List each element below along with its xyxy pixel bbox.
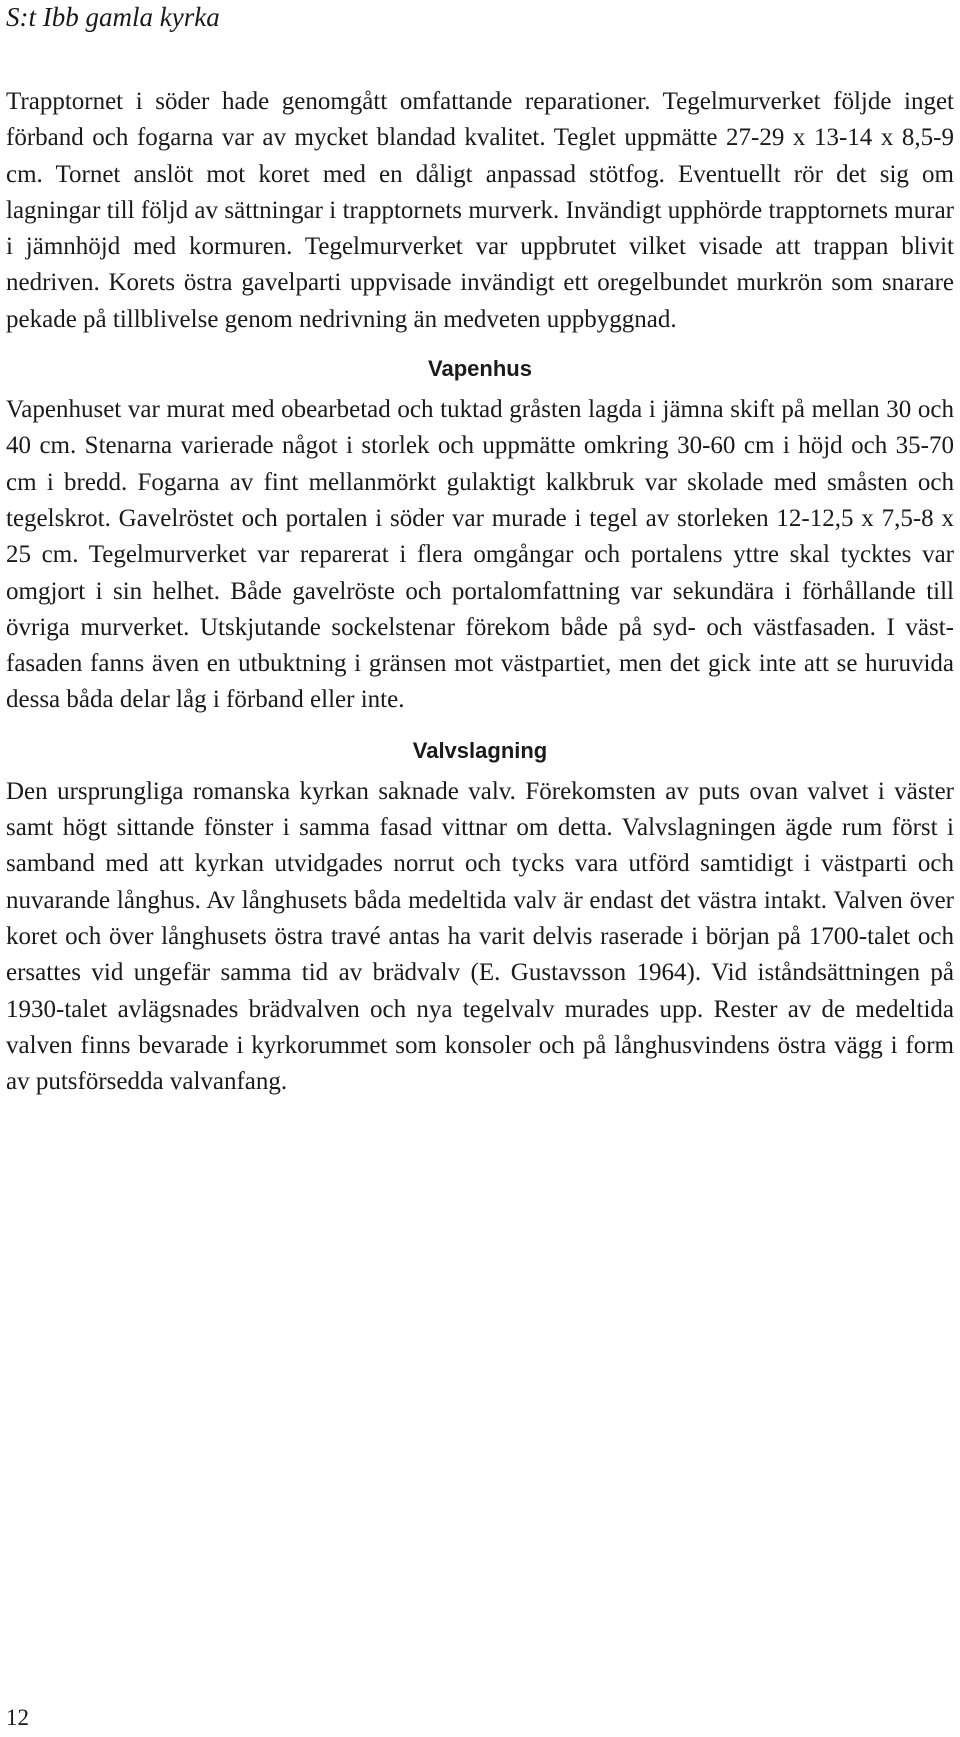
document-body [6, 84, 954, 1100]
section-heading-vapenhus: Vapenhus [428, 356, 532, 382]
paragraph-vapenhus: Vapenhuset var murat med obearbetad och tuktad gråsten lagda i jämna skift på mellan 30 och 40 cm. Stenarna varierade något i storlek och uppmätte omkring 30-60 cm i höjd och 35-70 cm i bredd. Fogarna av fint mellanmörkt gulaktigt kalkbruk var skolade med småsten och tegelskrot. Gavelröstet och portalen i söder var murade i tegel av storleken 12-12,5 x 7,5-8 x 25 cm. Tegelmurverket var reparerat i flera omgångar och portalens yttre skal tycktes var omgjort i sin helhet. Både gavelröste och portalomfattning var sekundära i förhållande till övriga murverket. Utskjutande sockelstenar förekom både på syd- och västfasaden. I västfasaden fanns även en utbuktning i gränsen mot västpartiet, men det gick inte att se huruvida dessa båda delar låg i förband eller inte. [6, 396, 954, 714]
running-header-title: S:t Ibb gamla kyrka [6, 2, 220, 32]
paragraph-valvslagning: Den ursprungliga romanska kyrkan saknade valv. Förekomsten av puts ovan valvet i väster samt högt sittande fönster i samma fasad vittnar om detta. Valvslagningen ägde rum först i samband med att kyrkan utvidgades norrut och tycks vara utförd samtidigt i västparti och nuvarande långhus. Av långhusets båda medeltida valv är endast det västra intakt. Valven över koret och över långhusets östra travé antas ha varit delvis raserade i början på 1700-talet och ersattes vid ungefär samma tid av brädvalv (E. Gustavsson 1964). Vid iståndsättningen på 1930-talet avlägsnades brädvalven och nya tegelvalv murades upp. Rester av de medeltida valven finns bevarade i kyrkorummet som konsoler och på långhusvindens östra vägg i form av putsförsedda valvanfang. [6, 777, 954, 1096]
page-number: 12 [6, 1705, 29, 1730]
paragraph-trapptornet: Trapptornet i söder hade genomgått omfattande reparationer. Tegelmurverket följde inget förband och fogarna var av mycket blandad kvalitet. Teglet uppmätte 27-29 x 13-14 x 8,5-9 cm. Tornet anslöt mot koret med en dåligt anpassad stötfog. Eventuellt rör det sig om lagningar till följd av sättningar i trapptornets murverk. Invändigt upphörde trapptornets murar i jämnhöjd med kormuren. Tegelmurverket var uppbrutet vilket visade att trappan blivit nedriven. Korets östra gavelparti uppvisade invändigt ett oregelbundet murkrön som snarare pekade på tillblivelse genom nedrivning än medveten uppbyggnad. [6, 88, 954, 333]
section-heading-valvslagning: Valvslagning [412, 737, 548, 763]
